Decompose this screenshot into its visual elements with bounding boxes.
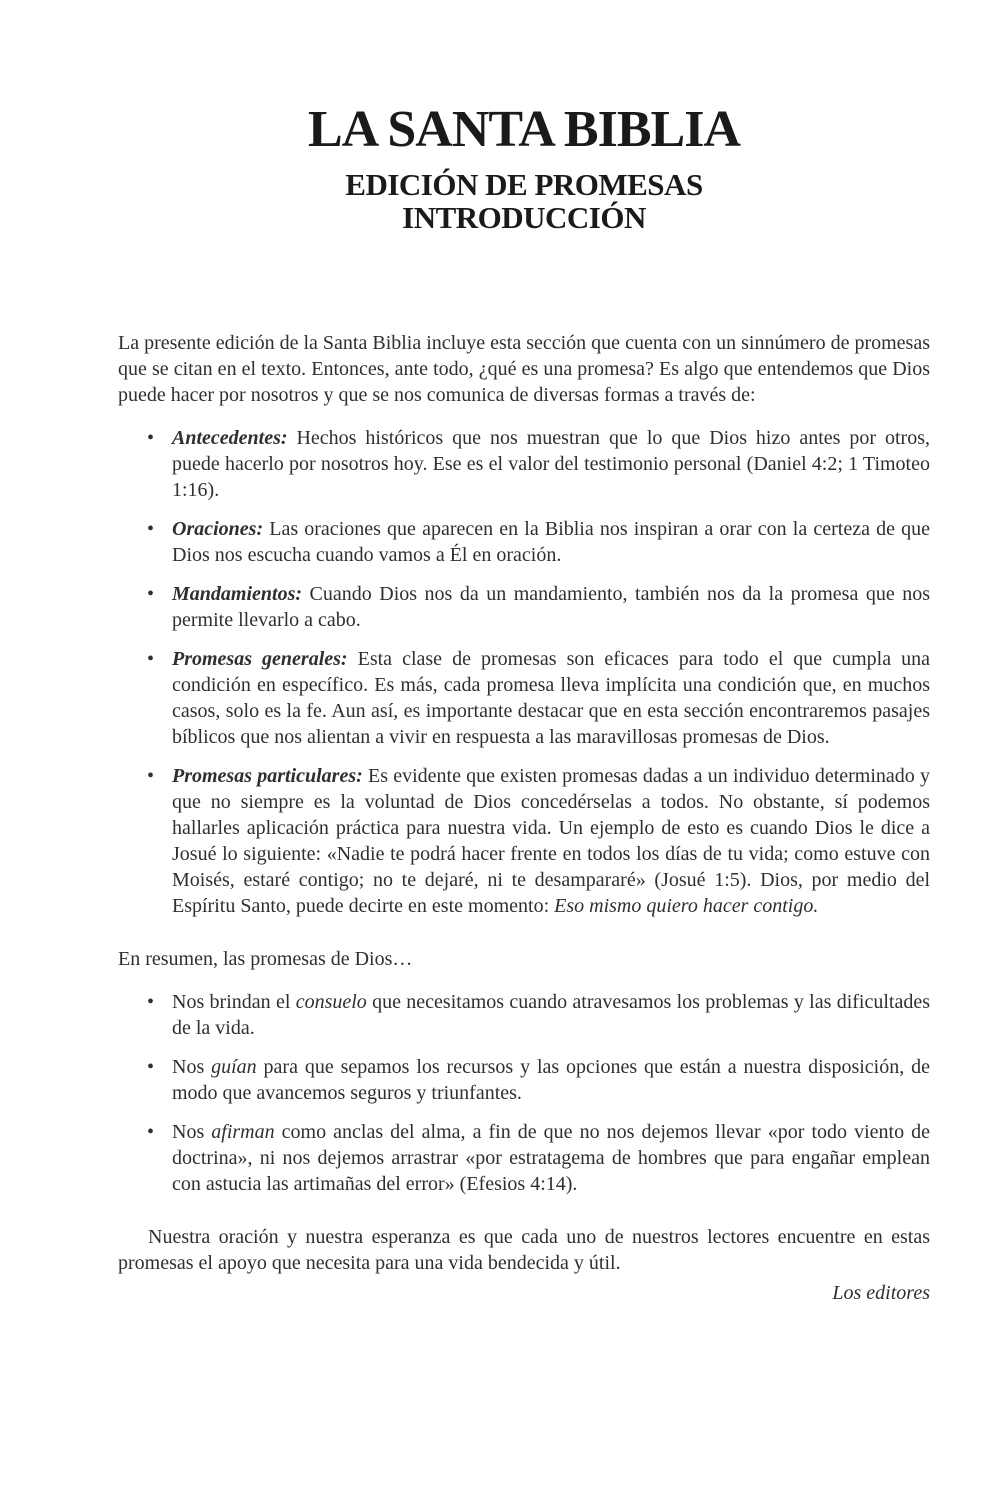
bullet-icon: • [147, 518, 155, 540]
summary-emphasis: guían [211, 1056, 257, 1078]
summary-text-post: para que sepamos los recursos y las opciones que están a nuestra disposición, de modo que avancemos seguros y triunfantes. [172, 1056, 930, 1104]
closing-paragraph: Nuestra oración y nuestra esperanza es que cada uno de nuestros lectores encuentre en estas promesas el apoyo que necesita para una vida bendecida y útil. [118, 1226, 930, 1274]
emphasis-phrase: Eso mismo quiero hacer contigo. [554, 895, 819, 917]
summary-emphasis: afirman [211, 1121, 275, 1143]
term-label: Mandamientos: [172, 583, 303, 605]
list-item-oraciones [118, 516, 930, 568]
list-item-consuelo [118, 989, 930, 1041]
title-block [118, 101, 930, 235]
summary-lead: En resumen, las promesas de Dios… [118, 948, 413, 970]
summary-text-pre: Nos brindan el [172, 991, 296, 1013]
bullet-icon: • [147, 648, 155, 670]
bullet-icon: • [147, 991, 155, 1013]
list-item-promesas-generales [118, 646, 930, 750]
promise-type-list [118, 425, 930, 919]
bullet-icon: • [147, 583, 155, 605]
bullet-icon: • [147, 765, 155, 787]
term-label: Antecedentes: [172, 427, 288, 449]
term-label: Oraciones: [172, 518, 264, 540]
term-label: Promesas particulares: [172, 765, 363, 787]
term-label: Promesas generales: [172, 648, 348, 670]
intro-paragraph: La presente edición de la Santa Biblia incluye esta sección que cuenta con un sinnúmero de promesas que se citan en el texto. Entonces, ante todo, ¿qué es una promesa? Es algo que entendemos que Dios puede hacer por nosotros y que se nos comunica de diversas formas a través de: [118, 332, 930, 406]
edition-subtitle: EDICIÓN DE PROMESAS [345, 167, 703, 202]
bullet-icon: • [147, 1056, 155, 1078]
summary-text-post: como anclas del alma, a fin de que no nos dejemos llevar «por todo viento de doctrina», ni nos dejemos arrastrar «por estratagema de hombres que para engañar emplean con astucia las artimañas del error» (Efesios 4:14). [172, 1121, 930, 1195]
term-description: Las oraciones que aparecen en la Biblia nos inspiran a orar con la certeza de que Dios nos escucha cuando vamos a Él en oración. [172, 518, 930, 566]
signature: Los editores [832, 1282, 930, 1304]
term-description: Hechos históricos que nos muestran que lo que Dios hizo antes por otros, puede hacerlo por nosotros hoy. Ese es el valor del testimonio personal (Daniel 4:2; 1 Timoteo 1:16). [172, 427, 930, 501]
summary-emphasis: consuelo [295, 991, 367, 1013]
list-item-antecedentes [118, 425, 930, 503]
list-item-guian [118, 1054, 930, 1106]
list-item-promesas-particulares [118, 763, 930, 919]
term-description: Esta clase de promesas son eficaces para todo el que cumpla una condición en específico. Es más, cada promesa lleva implícita una condición que, en muchos casos, solo es la fe. Aun así, es importante destacar que en esta sección encontraremos pasajes bíblicos que nos alientan a vivir en respuesta a las maravillosas promesas de Dios. [172, 648, 930, 748]
book-title: LA SANTA BIBLIA [308, 101, 740, 158]
bullet-icon: • [147, 427, 155, 449]
term-description: Cuando Dios nos da un mandamiento, también nos da la promesa que nos permite llevarlo a cabo. [172, 583, 930, 631]
summary-text-pre: Nos [172, 1056, 212, 1078]
bullet-icon: • [147, 1121, 155, 1143]
list-item-afirman [118, 1119, 930, 1197]
summary-list [118, 989, 930, 1197]
summary-text-pre: Nos [172, 1121, 212, 1143]
section-subtitle: INTRODUCCIÓN [402, 200, 646, 235]
document-body [118, 330, 930, 1306]
term-description: Es evidente que existen promesas dadas a un individuo determinado y que no siempre es la voluntad de Dios concedérselas a todos. No obstante, sí podemos hallarles aplicación práctica para nuestra vida. Un ejemplo de esto es cuando Dios le dice a Josué lo siguiente: «Nadie te podrá hacer frente en todos los días de tu vida; como estuve con Moisés, estaré contigo; no te dejaré, ni te desampararé» (Josué 1:5). Dios, por medio del Espíritu Santo, puede decirte en este momento: [172, 765, 930, 917]
summary-text-post: que necesitamos cuando atravesamos los problemas y las dificultades de la vida. [172, 991, 930, 1039]
list-item-mandamientos [118, 581, 930, 633]
